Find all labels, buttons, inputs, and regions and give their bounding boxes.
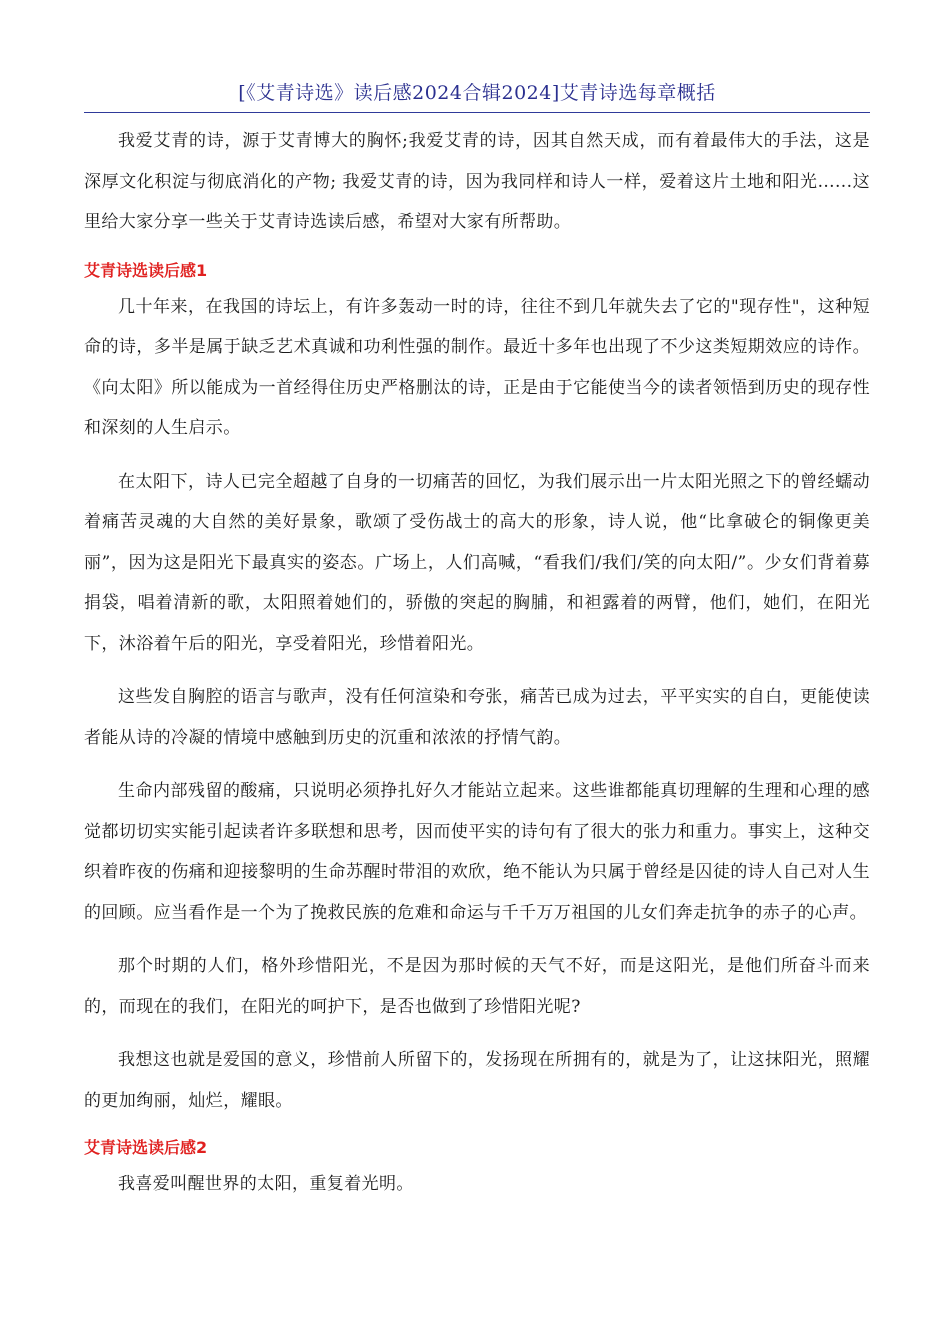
paragraph: 我喜爱叫醒世界的太阳，重复着光明。 [118,1174,414,1194]
paragraph: 在太阳下，诗人已完全超越了自身的一切痛苦的回忆，为我们展示出一片太阳光照之下的曾经蠕动着痛苦灵魂的大自然的美好景象，歌颂了受伤战士的高大的形象，诗人说，他“比拿破仑的铜像更美丽”，因为这是阳光下最真实的姿态。广场上，人们高喊，“看我们/我们/笑的向太阳/”。少女们背着募捐袋，唱着清新的歌，太阳照着她们的，骄傲的突起的胸脯，和袒露着的两臂，他们，她们，在阳光下，沐浴着午后的阳光，享受着阳光，珍惜着阳光。 [84,471,870,654]
paragraph: 生命内部残留的酸痛，只说明必须挣扎好久才能站立起来。这些谁都能真切理解的生理和心理的感觉都切切实实能引起读者许多联想和思考，因而使平实的诗句有了很大的张力和重力。事实上，这种交织着昨夜的伤痛和迎接黎明的生命苏醒时带泪的欢欣，绝不能认为只属于曾经是囚徒的诗人自己对人生的回顾。应当看作是一个为了挽救民族的危难和命运与千千万万祖国的儿女们奔走抗争的赤子的心声。 [84,781,870,923]
document-title: [《艾青诗选》读后感2024合辑2024]艾青诗选每章概括 [84,78,870,113]
paragraph: 我想这也就是爱国的意义，珍惜前人所留下的，发扬现在所拥有的，就是为了，让这抹阳光，照耀的更加绚丽，灿烂，耀眼。 [84,1050,870,1111]
section-1 [84,257,870,1122]
paragraph: 这些发自胸腔的语言与歌声，没有任何渲染和夸张，痛苦已成为过去，平平实实的自白，更能使读者能从诗的冷凝的情境中感触到历史的沉重和浓浓的抒情气韵。 [84,687,870,748]
paragraph: 几十年来，在我国的诗坛上，有许多轰动一时的诗，往往不到几年就失去了它的"现存性"，这种短命的诗，多半是属于缺乏艺术真诚和功利性强的制作。最近十多年也出现了不少这类短期效应的诗作。《向太阳》所以能成为一首经得住历史严格删汰的诗，正是由于它能使当今的读者领悟到历史的现存性和深刻的人生启示。 [84,296,870,438]
section-2 [84,1134,870,1205]
section-heading: 艾青诗选读后感1 [84,260,208,280]
intro-paragraph: 我爱艾青的诗，源于艾青博大的胸怀;我爱艾青的诗，因其自然天成，而有着最伟大的手法，这是深厚文化积淀与彻底消化的产物; 我爱艾青的诗，因为我同样和诗人一样，爱着这片土地和阳光......这里给大家分享一些关于艾青诗选读后感，希望对大家有所帮助。 [84,131,870,232]
paragraph: 那个时期的人们，格外珍惜阳光，不是因为那时候的天气不好，而是这阳光，是他们所奋斗而来的，而现在的我们，在阳光的呵护下，是否也做到了珍惜阳光呢? [84,956,870,1017]
section-heading: 艾青诗选读后感2 [84,1138,208,1157]
document-page [84,78,870,1218]
